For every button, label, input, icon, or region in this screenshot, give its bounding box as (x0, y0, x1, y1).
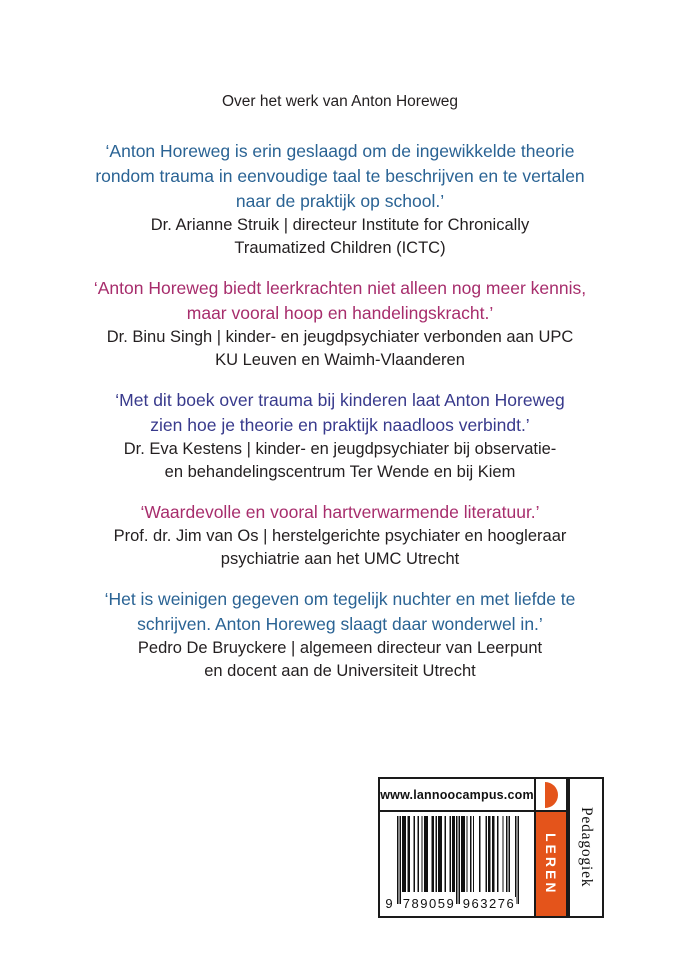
category-pedagogiek-label: Pedagogiek (578, 807, 595, 888)
category-box (568, 777, 604, 918)
testimonial-3-attribution: Dr. Eva Kestens | kinder- en jeugdpsychiater bij observatie- en behandelingscentrum Ter Wende en bij Kiem (123, 440, 557, 481)
testimonial-5 (80, 587, 600, 683)
publisher-logo-cell (536, 779, 566, 812)
isbn-digit-group-1: 9 (383, 897, 395, 911)
testimonial-5-quote: ‘Het is weinigen gegeven om tegelijk nuchter en met liefde te schrijven. Anton Horeweg slaagt daar wonderwel in.’ (104, 589, 576, 634)
lannoo-halfmoon-icon (545, 782, 558, 808)
testimonial-1-attribution: Dr. Arianne Struik | directeur Institute for Chronically Traumatized Children (ICTC) (150, 216, 530, 257)
isbn-digit-group-3: 963276 (462, 896, 516, 911)
imprint-strip (536, 812, 566, 916)
testimonial-4-quote: ‘Waardevolle en vooral hartverwarmende literatuur.’ (140, 502, 540, 522)
barcode-panel (378, 777, 604, 918)
page-heading: Over het werk van Anton Horeweg (221, 93, 459, 110)
testimonial-2-attribution: Dr. Binu Singh | kinder- en jeugdpsychiater verbonden aan UPC KU Leuven en Waimh-Vlaanderen (106, 328, 574, 369)
testimonial-4-attribution: Prof. dr. Jim van Os | herstelgerichte psychiater en hoogleraar psychiatrie aan het UMC Utrecht (113, 527, 567, 568)
testimonial-3 (80, 388, 600, 484)
testimonial-2 (80, 276, 600, 372)
testimonial-2-quote: ‘Anton Horeweg biedt leerkrachten niet alleen nog meer kennis, maar vooral hoop en handelingskracht.’ (93, 278, 587, 323)
isbn-digit-group-2: 789059 (402, 896, 456, 911)
imprint-leren-label: LEREN (543, 832, 559, 896)
testimonial-5-attribution: Pedro De Bruyckere | algemeen directeur van Leerpunt en docent aan de Universiteit Utrecht (137, 639, 543, 680)
barcode (380, 812, 536, 916)
barcode-box (378, 777, 568, 918)
publisher-url: www.lannoocampus.com (380, 779, 536, 812)
back-cover-text-column (80, 92, 600, 699)
testimonial-4 (80, 500, 600, 571)
testimonial-1 (80, 139, 600, 260)
barcode-bars (397, 816, 519, 904)
testimonial-3-quote: ‘Met dit boek over trauma bij kinderen laat Anton Horeweg zien hoe je theorie en praktijk naadloos verbindt.’ (115, 390, 565, 435)
testimonial-1-quote: ‘Anton Horeweg is erin geslaagd om de ingewikkelde theorie rondom trauma in eenvoudige taal te beschrijven en te vertalen naar de praktijk op school.’ (95, 141, 585, 211)
